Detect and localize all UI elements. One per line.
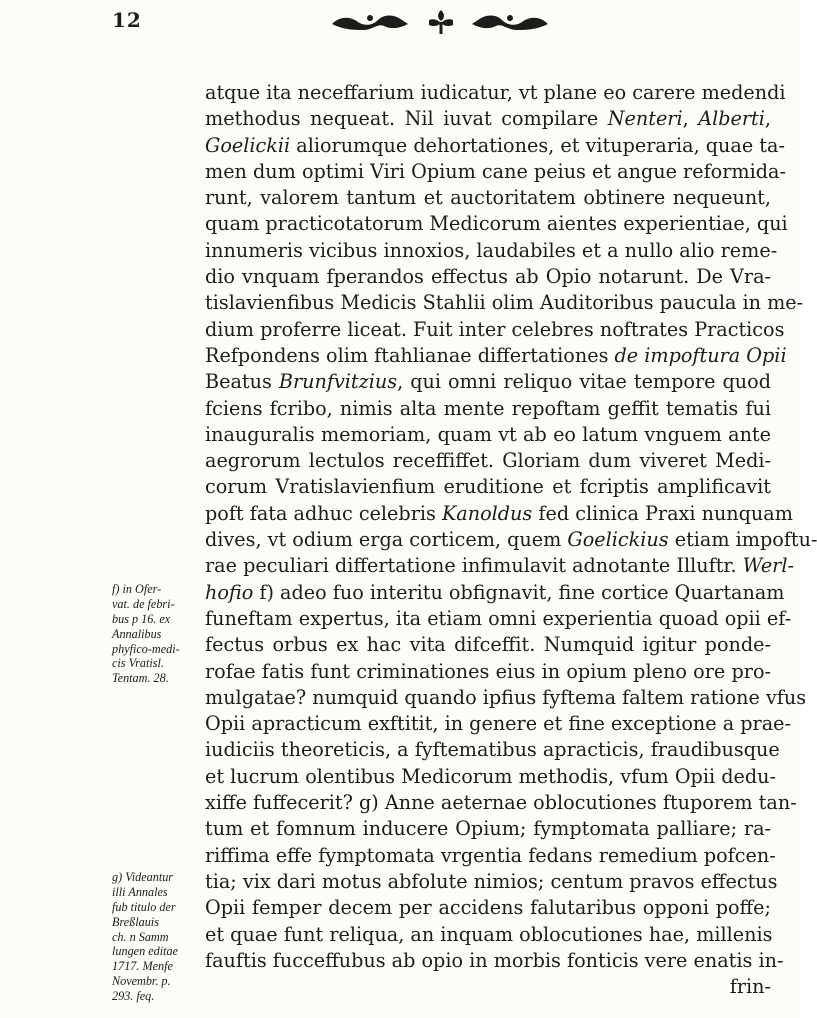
text-line — [205, 106, 771, 132]
text-line — [205, 948, 784, 974]
margin-note-line: 1717. Menfe — [112, 959, 173, 974]
text-line — [205, 974, 771, 1000]
margin-note-g — [112, 870, 204, 1004]
text-run: runt, valorem tantum et auctoritatem obtinere nequeunt, — [205, 186, 771, 210]
text-run: riffima effe fymptomata vrgentia fedans remedium pofcen- — [205, 843, 776, 867]
margin-note-line: f) in Ofer- — [112, 582, 162, 596]
text-line — [205, 527, 817, 553]
text-run: dium proferre liceat. Fuit inter celebres noftrates Practicos — [205, 317, 785, 341]
margin-note-line: Novembr. p. — [112, 974, 171, 989]
text-run: poft fata adhuc celebris — [205, 501, 442, 525]
text-line — [205, 843, 776, 869]
italic-run: hofio — [205, 580, 254, 604]
text-run: Opii femper decem per accidens falutaribus opponi poffe; — [205, 896, 771, 920]
text-run: Refpondens olim ftahlianae differtationes — [205, 343, 615, 367]
text-line — [205, 632, 771, 658]
text-run: iudiciis theoreticis, a fyftematibus apracticis, fraudibusque — [205, 738, 780, 762]
text-run: dio vnquam fperandos effectus ab Opio notarunt. De Vra- — [205, 265, 771, 289]
text-line — [205, 737, 780, 763]
text-run: quam practicotatorum Medicorum aientes experientiae, qui — [205, 212, 788, 236]
margin-note-line: cis Vratisl. — [112, 656, 164, 671]
margin-note-line: g) Videantur — [112, 870, 174, 884]
text-run: mulgatae? numquid quando ipfius fyftema faltem ratione vfus — [205, 685, 807, 709]
text-run: men dum optimi Viri Opium cane peius et angue reformida- — [205, 159, 786, 183]
ornament-center-fleuron-icon — [426, 8, 456, 36]
text-run: frin- — [729, 975, 771, 999]
text-line — [205, 133, 785, 159]
text-run: dives, vt odium erga corticem, quem — [205, 528, 568, 552]
italic-run: Nenteri — [607, 107, 683, 131]
text-run: xiffe fuffecerit? g) Anne aeternae oblocutiones ftuporem tan- — [205, 791, 797, 815]
text-line — [205, 816, 771, 842]
text-run: aegrorum lectulos receffiffet. Gloriam dum viveret Medi- — [205, 449, 771, 473]
headpiece-ornament — [0, 6, 800, 36]
text-run: Beatus — [205, 370, 279, 394]
italic-run: Alberti — [698, 107, 765, 131]
italic-run: Kanoldus — [441, 501, 533, 525]
text-line — [205, 211, 788, 237]
text-line — [205, 790, 797, 816]
text-line — [205, 80, 786, 106]
margin-note-line: lungen editae — [112, 944, 178, 959]
margin-note-line: Tentam. 28. — [112, 671, 169, 686]
text-run: fciens fcribo, nimis alta mente repoftam geffit tematis fui — [205, 396, 771, 420]
text-line — [205, 343, 787, 369]
text-run: fauftis fucceffubus ab opio in morbis fonticis vere enatis in- — [205, 948, 784, 972]
text-line — [205, 159, 786, 185]
ornament-right-scroll-icon — [470, 12, 550, 34]
text-line — [205, 685, 807, 711]
text-run: corum Vratislavienfium eruditione et fcriptis amplificavit — [205, 475, 771, 499]
text-line — [205, 711, 791, 737]
margin-note-f — [112, 582, 204, 686]
margin-note-line: phyfico-medi- — [112, 641, 180, 656]
text-run: et lucrum olentibus Medicorum methodis, vfum Opii dedu- — [205, 764, 776, 788]
text-run: f) adeo fuo interitu obfignavit, fine cortice Quartanam — [253, 580, 785, 604]
text-run: rofae fatis funt criminationes eius in opium pleno ore pro- — [205, 659, 771, 683]
text-line — [205, 764, 776, 790]
margin-note-line: bus p 16. ex — [112, 611, 171, 626]
text-run: aliorumque dehortationes, et vituperaria, quae ta- — [290, 133, 785, 157]
text-line — [205, 474, 771, 500]
text-line — [205, 317, 785, 343]
text-run: methodus nequeat. Nil iuvat compilare — [205, 107, 608, 131]
text-line — [205, 659, 771, 685]
text-run: tia; vix dari motus abfolute nimios; centum pravos effectus — [205, 869, 778, 893]
text-run: innumeris vicibus innoxios, laudabiles et a nullo alio reme- — [205, 238, 778, 262]
text-line — [205, 869, 778, 895]
italic-run: Goelickii — [205, 133, 291, 157]
text-run: rae peculiari differtatione infimulavit adnotante Illuftr. — [205, 554, 743, 578]
text-line — [205, 922, 771, 948]
italic-run: Goelickius — [567, 528, 669, 552]
text-line — [205, 185, 771, 211]
text-line — [205, 895, 771, 921]
text-line — [205, 264, 771, 290]
text-run: , qui omni reliquo vitae tempore quod — [397, 370, 771, 394]
text-run: , — [764, 107, 772, 131]
text-line — [205, 580, 785, 606]
margin-note-line: fub titulo der — [112, 899, 176, 914]
text-run: funeftam expertus, ita etiam omni experientia quoad opii ef- — [205, 606, 792, 630]
margin-note-line: ch. n Samm — [112, 929, 169, 944]
text-run: tislavienfibus Medicis Stahlii olim Auditoribus paucula in me- — [205, 291, 804, 315]
page-number: 12 — [112, 8, 142, 32]
text-line — [205, 422, 771, 448]
text-run: inauguralis memoriam, quam vt ab eo latum vnguem ante — [205, 422, 771, 446]
text-run: , — [682, 107, 699, 131]
text-line — [205, 369, 771, 395]
italic-run: Werl- — [742, 554, 794, 578]
text-run: fed clinica Praxi nunquam — [532, 501, 793, 525]
ornament-left-scroll-icon — [330, 12, 410, 34]
margin-note-line: Breßlauis — [112, 914, 159, 929]
italic-run: de impoftura Opii — [614, 343, 787, 367]
text-line — [205, 553, 794, 579]
italic-run: Brunfvitzius — [278, 370, 398, 394]
text-line — [205, 396, 771, 422]
text-run: tum et fomnum inducere Opium; fymptomata palliare; ra- — [205, 817, 771, 841]
main-text-block — [205, 80, 817, 1000]
text-line — [205, 290, 804, 316]
text-run: Opii apracticum exftitit, in genere et fine exceptione a prae- — [205, 712, 791, 736]
text-run: et quae funt reliqua, an inquam oblocutiones hae, millenis — [205, 922, 773, 946]
text-line — [205, 501, 793, 527]
text-run: atque ita neceffarium iudicatur, vt plane eo carere medendi — [205, 81, 786, 104]
margin-note-line: illi Annales — [112, 884, 168, 899]
margin-note-line: Annalibus — [112, 626, 162, 641]
margin-note-line: 293. feq. — [112, 989, 155, 1004]
text-run: fectus orbus ex hac vita difceffit. Numquid igitur ponde- — [205, 633, 771, 657]
text-run: etiam impoftu- — [668, 528, 817, 552]
text-line — [205, 238, 778, 264]
text-line — [205, 606, 792, 632]
text-line — [205, 448, 771, 474]
margin-note-line: vat. de febri- — [112, 596, 175, 611]
